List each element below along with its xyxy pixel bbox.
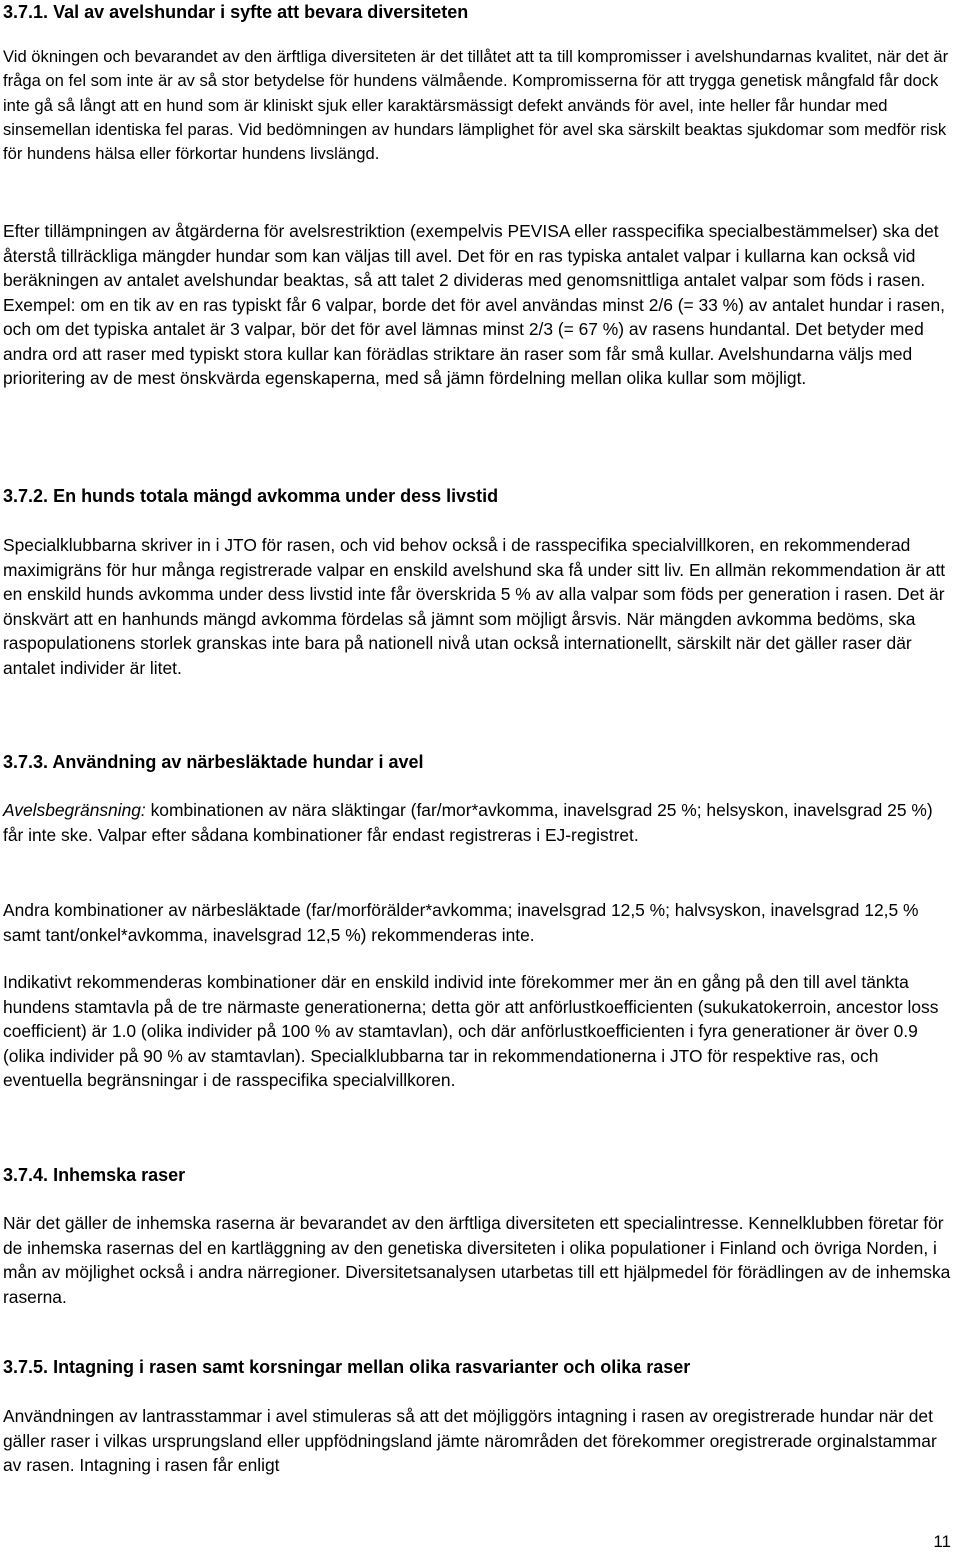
paragraph: När det gäller de inhemska raserna är bevarandet av den ärftliga diversiteten ett specialintresse. Kennelklubben företar för de inhemska rasernas del en kartläggning av den genetiska diversiteten i olika populationer i Finland och övriga Norden, i mån av möjlighet också i andra närregioner. Diversitetsanalysen utarbetas till ett hjälpmedel för förädlingen av de inhemska raserna. xyxy=(3,1213,951,1307)
paragraph-rest: kombinationen av nära släktingar (far/mor*avkomma, inavelsgrad 25 %; helsyskon, inavelsgrad 25 %) får inte ske. Valpar efter sådana kombinationer får endast registreras i EJ-registret. xyxy=(3,800,933,845)
section-title: Val av avelshundar i syfte att bevara diversiteten xyxy=(53,2,469,22)
paragraph: Efter tillämpningen av åtgärderna för avelsrestriktion (exempelvis PEVISA eller rasspecifika specialbestämmelser) ska det återstå tillräckliga mängder hundar som kan väljas till avel. Det för en ras typiska antalet valpar i kullarna kan också vid beräkningen av antalet avelshundar beaktas, så att talet 2 divideras med genomsnittliga antalet valpar som föds i rasen. Exempel: om en tik av en ras typiskt får 6 valpar, borde det för avel användas minst 2/6 (= 33 %) av antalet hundar i rasen, och om det typiska antalet är 3 valpar, bör det för avel lämnas minst 2/3 (= 67 %) av rasens hundantal. Det betyder med andra ord att raser med typiskt stora kullar kan förädlas striktare än raser som får små kullar. Avelshundarna väljs med prioritering av de mest önskvärda egenskaperna, med så jämn fördelning mellan olika kullar som möjligt. xyxy=(3,221,946,388)
page-number: 11 xyxy=(933,1532,951,1551)
section-number: 3.7.1. xyxy=(3,2,49,22)
paragraph xyxy=(3,798,951,847)
paragraph: Andra kombinationer av närbesläktade (far/morförälder*avkomma; inavelsgrad 12,5 %; halvsyskon, inavelsgrad 12,5 % samt tant/onkel*avkomma, inavelsgrad 12,5 %) rekommenderas inte. xyxy=(3,900,919,945)
section-title: En hunds totala mängd avkomma under dess livstid xyxy=(53,486,499,506)
section-title: Användning av närbesläktade hundar i avel xyxy=(52,752,424,772)
section-heading-3-7-1 xyxy=(3,0,951,24)
section-title: Inhemska raser xyxy=(53,1165,186,1185)
paragraph: Indikativt rekommenderas kombinationer där en enskild individ inte förekommer mer än en gång på den till avel tänkta hundens stamtavla på de tre närmaste generationerna; detta gör att anförlustkoefficienten (sukukatokerroin, ancestor loss coefficient) är 1.0 (olika individer på 100 % av stamtavlan), och där anförlustkoefficienten i fyra generationer är över 0.9 (olika individer på 90 % av stamtavlan). Specialklubbarna tar in rekommendationerna i JTO för respektive ras, och eventuella begränsningar i de rasspecifika specialvillkoren. xyxy=(3,972,939,1090)
paragraph: Användningen av lantrasstammar i avel stimuleras så att det möjliggörs intagning i rasen av oregistrerade hundar när det gäller raser i vilkas ursprungsland eller uppfödningsland jämte närområden det förekommer oregistrerade orginalstammar av rasen. Intagning i rasen får enligt xyxy=(3,1406,937,1475)
section-title: Intagning i rasen samt korsningar mellan olika rasvarianter och olika raser xyxy=(53,1357,691,1377)
section-heading-3-7-2 xyxy=(3,484,951,508)
paragraph: Specialklubbarna skriver in i JTO för rasen, och vid behov också i de rasspecifika specialvillkoren, en rekommenderad maximigräns för hur många registrerade valpar en enskild avelshund ska få under sitt liv. En allmän rekommendation är att en enskild hunds avkomma under dess livstid inte får överskrida 5 % av alla valpar som föds per generation i rasen. Det är önskvärt att en hanhunds mängd avkomma fördelas så jämnt som möjligt årsvis. När mängden avkomma bedöms, ska raspopulationens storlek granskas inte bara på nationell nivå utan också internationellt, särskilt när det gäller raser där antalet individer är litet. xyxy=(3,535,946,678)
section-number: 3.7.3. xyxy=(3,752,49,772)
section-number: 3.7.2. xyxy=(3,486,49,506)
paragraph: Vid ökningen och bevarandet av den ärftliga diversiteten är det tillåtet att ta till kompromisser i avelshundarnas kvalitet, när det är fråga on fel som inte är av så stor betydelse för hundens välmående. Kompromisserna för att trygga genetisk mångfald får dock inte gå så långt att en hund som är kliniskt sjuk eller karaktärsmässigt defekt används för avel, inte heller får hundar med sinsemellan identiska fel paras. Vid bedömningen av hundars lämplighet för avel ska särskilt beaktas sjukdomar som medför risk för hundens hälsa eller förkortar hundens livslängd. xyxy=(3,47,949,164)
section-number: 3.7.5. xyxy=(3,1357,49,1377)
section-heading-3-7-5 xyxy=(3,1355,951,1379)
section-number: 3.7.4. xyxy=(3,1165,49,1185)
section-heading-3-7-4 xyxy=(3,1163,951,1187)
paragraph-lead: Avelsbegränsning: xyxy=(3,800,146,820)
section-heading-3-7-3 xyxy=(3,750,951,774)
